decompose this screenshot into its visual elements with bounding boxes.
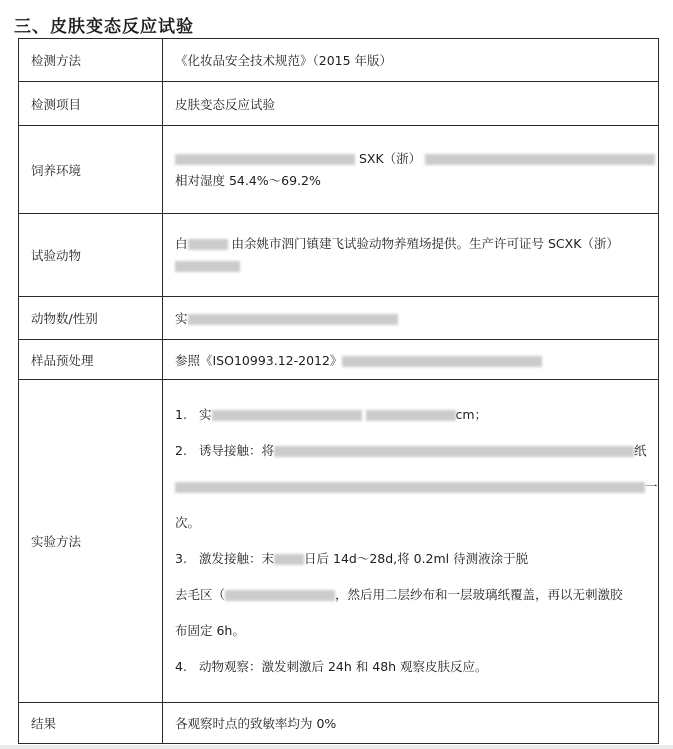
label-test-item: 检测项目 — [19, 82, 163, 126]
redacted-text — [175, 261, 240, 272]
animal-fragment: 白 — [175, 236, 188, 251]
row-test-animal — [19, 214, 659, 297]
env-fragment-b: XK（浙） — [366, 150, 422, 166]
label-environment: 饲养环境 — [19, 126, 163, 214]
environment-line-1 — [175, 148, 648, 170]
row-result — [19, 703, 659, 744]
redacted-text — [212, 410, 362, 421]
row-test-item — [19, 82, 659, 126]
step-4-text: 动物观察：激发刺激后 24h 和 48h 观察皮肤反应。 — [199, 659, 488, 674]
step-1 — [175, 397, 648, 433]
step-2-continued — [175, 469, 658, 505]
redacted-text — [342, 356, 542, 367]
row-pretreatment — [19, 340, 659, 380]
step-2-number: 2. — [175, 443, 187, 458]
value-animal-count — [163, 297, 659, 340]
value-test-item: 皮肤变态反应试验 — [163, 82, 659, 126]
animal-line-2 — [175, 255, 648, 277]
label-result: 结果 — [19, 703, 163, 744]
env-fragment-a: S — [358, 150, 367, 166]
redacted-text — [225, 590, 335, 601]
step-3-fragment-a: 激发接触：末 — [199, 551, 275, 566]
value-environment — [163, 126, 659, 214]
label-test-animal: 试验动物 — [19, 214, 163, 297]
value-procedure — [163, 380, 659, 703]
redacted-text — [425, 154, 655, 165]
step-3-number: 3. — [175, 551, 187, 566]
step-1-fragment: 实 — [199, 407, 212, 422]
value-result: 各观察时点的致敏率均为 0% — [163, 703, 659, 744]
step-2-end: 纸 — [634, 443, 647, 458]
redacted-text — [188, 239, 228, 250]
step-2-fragment: 诱导接触：将 — [199, 443, 275, 458]
value-pretreatment — [163, 340, 659, 380]
step-2-end-line: 次。 — [175, 515, 201, 530]
step-3-end-line: 布固定 6h。 — [175, 623, 245, 638]
row-test-method — [19, 39, 659, 82]
row-procedure — [19, 380, 659, 703]
count-prefix: 实 — [175, 311, 188, 326]
redacted-text — [188, 314, 398, 325]
label-animal-count: 动物数/性别 — [19, 297, 163, 340]
step-3 — [175, 541, 648, 577]
section-heading: 三、皮肤变态反应试验 — [14, 17, 194, 37]
pretreat-prefix: 参照《ISO10993.12-2012》 — [175, 352, 343, 368]
step-1-end: cm； — [455, 407, 488, 422]
step-3-cont-a: 去毛区（ — [175, 587, 226, 602]
label-pretreatment: 样品预处理 — [19, 340, 163, 380]
animal-supplier: 由余姚市泗门镇建飞试验动物养殖场提供。生产许可证号 SCXK（浙） — [231, 236, 619, 251]
step-1-number: 1. — [175, 407, 187, 422]
page-edge — [0, 745, 673, 749]
step-2-cont-end: 一 — [645, 479, 658, 494]
step-3-cont-b: ，然后用二层纱布和一层玻璃纸覆盖，再以无刺激胶 — [335, 587, 623, 602]
humidity-line: 相对湿度 54.4%～69.2% — [175, 172, 321, 188]
step-4-number: 4. — [175, 659, 187, 674]
label-procedure: 实验方法 — [19, 380, 163, 703]
step-4 — [175, 649, 648, 685]
redacted-text — [274, 554, 304, 565]
redacted-text — [274, 446, 634, 457]
step-3-fragment-b: 日后 14d～28d,将 0.2ml 待测液涂于脱 — [304, 551, 529, 566]
value-test-method: 《化妆品安全技术规范》（2015 年版） — [163, 39, 659, 82]
redacted-text — [175, 482, 645, 493]
redacted-text — [175, 154, 355, 165]
value-test-animal — [163, 214, 659, 297]
redacted-text — [366, 410, 456, 421]
row-animal-count — [19, 297, 659, 340]
test-report-table — [18, 38, 659, 744]
animal-line-1 — [175, 233, 648, 255]
row-environment — [19, 126, 659, 214]
label-test-method: 检测方法 — [19, 39, 163, 82]
step-3-continued — [175, 577, 648, 613]
step-2 — [175, 433, 648, 469]
